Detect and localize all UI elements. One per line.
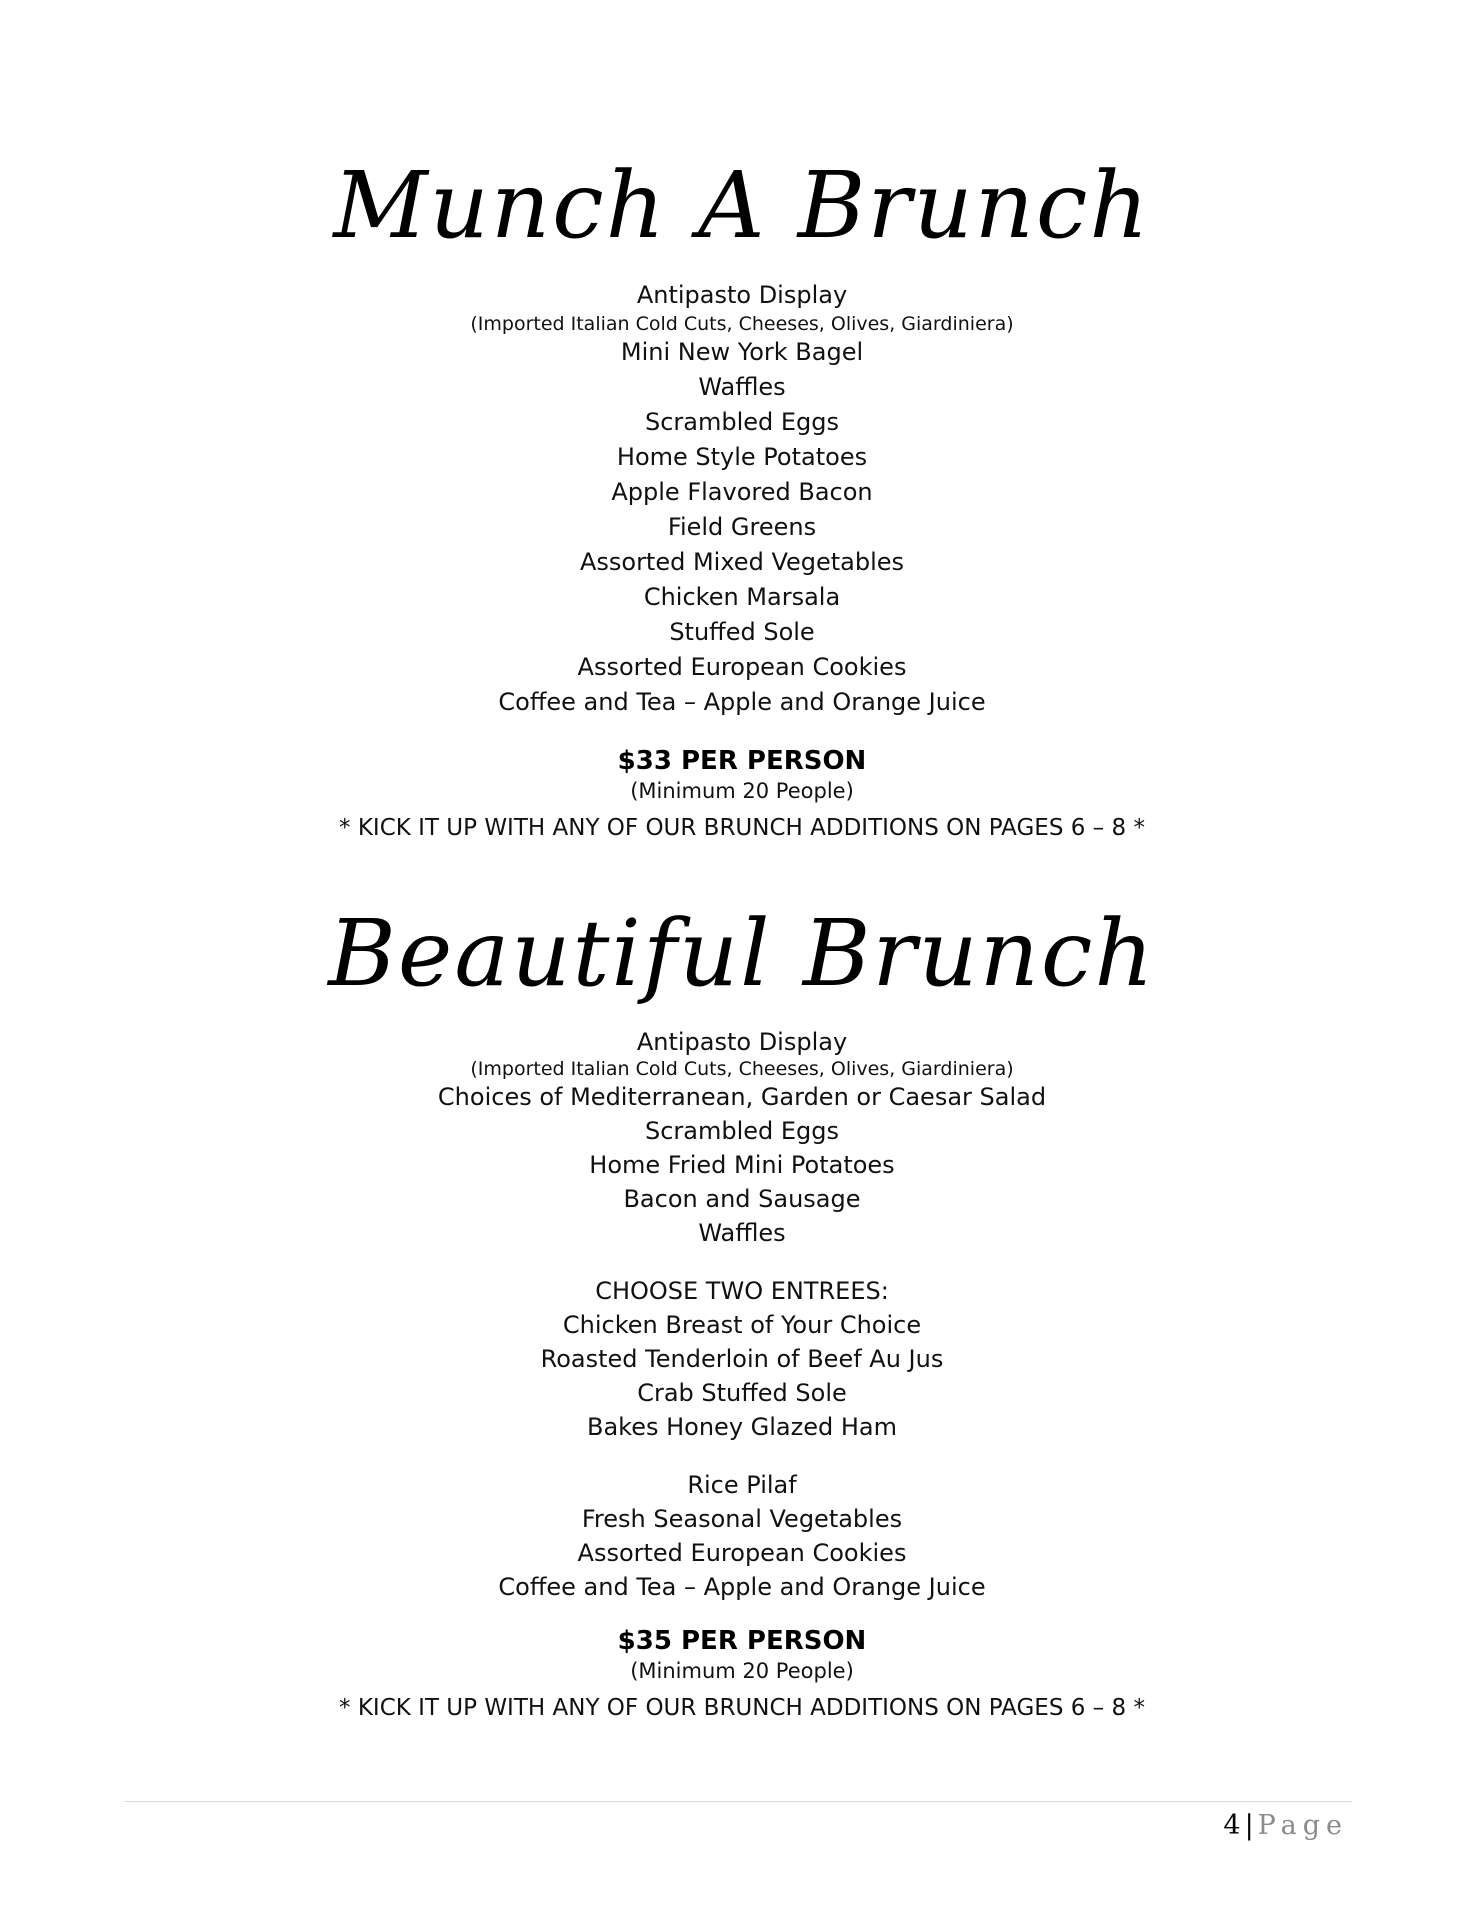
page-number: 4 (1223, 1810, 1241, 1841)
minimum-note: (Minimum 20 People) (630, 1659, 854, 1683)
page-label: Page (1257, 1810, 1348, 1841)
side-item: Coffee and Tea – Apple and Orange Juice (498, 1573, 986, 1601)
entree-item: Bakes Honey Glazed Ham (587, 1413, 897, 1441)
spacer (0, 1604, 1484, 1624)
menu-item-note: (Imported Italian Cold Cuts, Cheeses, Olives, Giardiniera) (470, 1058, 1014, 1080)
footer-divider (124, 1801, 1352, 1802)
spacer (0, 1250, 1484, 1274)
menu-item: Apple Flavored Bacon (611, 478, 873, 506)
kick-it-up-note: * KICK IT UP WITH ANY OF OUR BRUNCH ADDITIONS ON PAGES 6 – 8 * (339, 815, 1145, 841)
price: $35 PER PERSON (617, 1626, 867, 1656)
menu-item: Bacon and Sausage (623, 1185, 861, 1213)
price: $33 PER PERSON (617, 746, 867, 776)
menu-item: Scrambled Eggs (644, 1117, 840, 1145)
menu-item: Waffles (698, 1219, 786, 1247)
menu-item: Scrambled Eggs (644, 408, 840, 436)
menu-item: Assorted Mixed Vegetables (579, 548, 905, 576)
page-footer (1223, 1808, 1348, 1844)
menu-item: Home Fried Mini Potatoes (589, 1151, 895, 1179)
munch-a-brunch-menu (0, 152, 1484, 846)
beautiful-brunch-menu (0, 900, 1484, 1726)
entree-heading: CHOOSE TWO ENTREES: (595, 1277, 889, 1305)
menu-title: Munch A Brunch (333, 152, 1151, 259)
menu-item: Choices of Mediterranean, Garden or Caesar Salad (437, 1083, 1047, 1111)
menu-item: Assorted European Cookies (577, 653, 907, 681)
spacer (0, 1444, 1484, 1468)
minimum-note: (Minimum 20 People) (630, 779, 854, 803)
kick-it-up-note: * KICK IT UP WITH ANY OF OUR BRUNCH ADDITIONS ON PAGES 6 – 8 * (339, 1695, 1145, 1721)
menu-item: Coffee and Tea – Apple and Orange Juice (498, 688, 986, 716)
menu-item: Antipasto Display (636, 281, 848, 309)
menu-item-note: (Imported Italian Cold Cuts, Cheeses, Olives, Giardiniera) (470, 313, 1014, 335)
entree-item: Roasted Tenderloin of Beef Au Jus (540, 1345, 944, 1373)
entree-item: Chicken Breast of Your Choice (562, 1311, 922, 1339)
menu-item: Home Style Potatoes (616, 443, 868, 471)
menu-title: Beautiful Brunch (328, 900, 1156, 1007)
menu-item: Field Greens (667, 513, 817, 541)
page-separator: | (1244, 1810, 1254, 1841)
menu-item: Stuffed Sole (669, 618, 815, 646)
menu-item: Chicken Marsala (643, 583, 841, 611)
side-item: Fresh Seasonal Vegetables (581, 1505, 903, 1533)
side-item: Assorted European Cookies (577, 1539, 907, 1567)
menu-item: Antipasto Display (636, 1028, 848, 1056)
spacer (0, 720, 1484, 744)
entree-item: Crab Stuffed Sole (637, 1379, 847, 1407)
menu-item: Mini New York Bagel (620, 338, 864, 366)
menu-item: Waffles (698, 373, 786, 401)
side-item: Rice Pilaf (687, 1471, 797, 1499)
